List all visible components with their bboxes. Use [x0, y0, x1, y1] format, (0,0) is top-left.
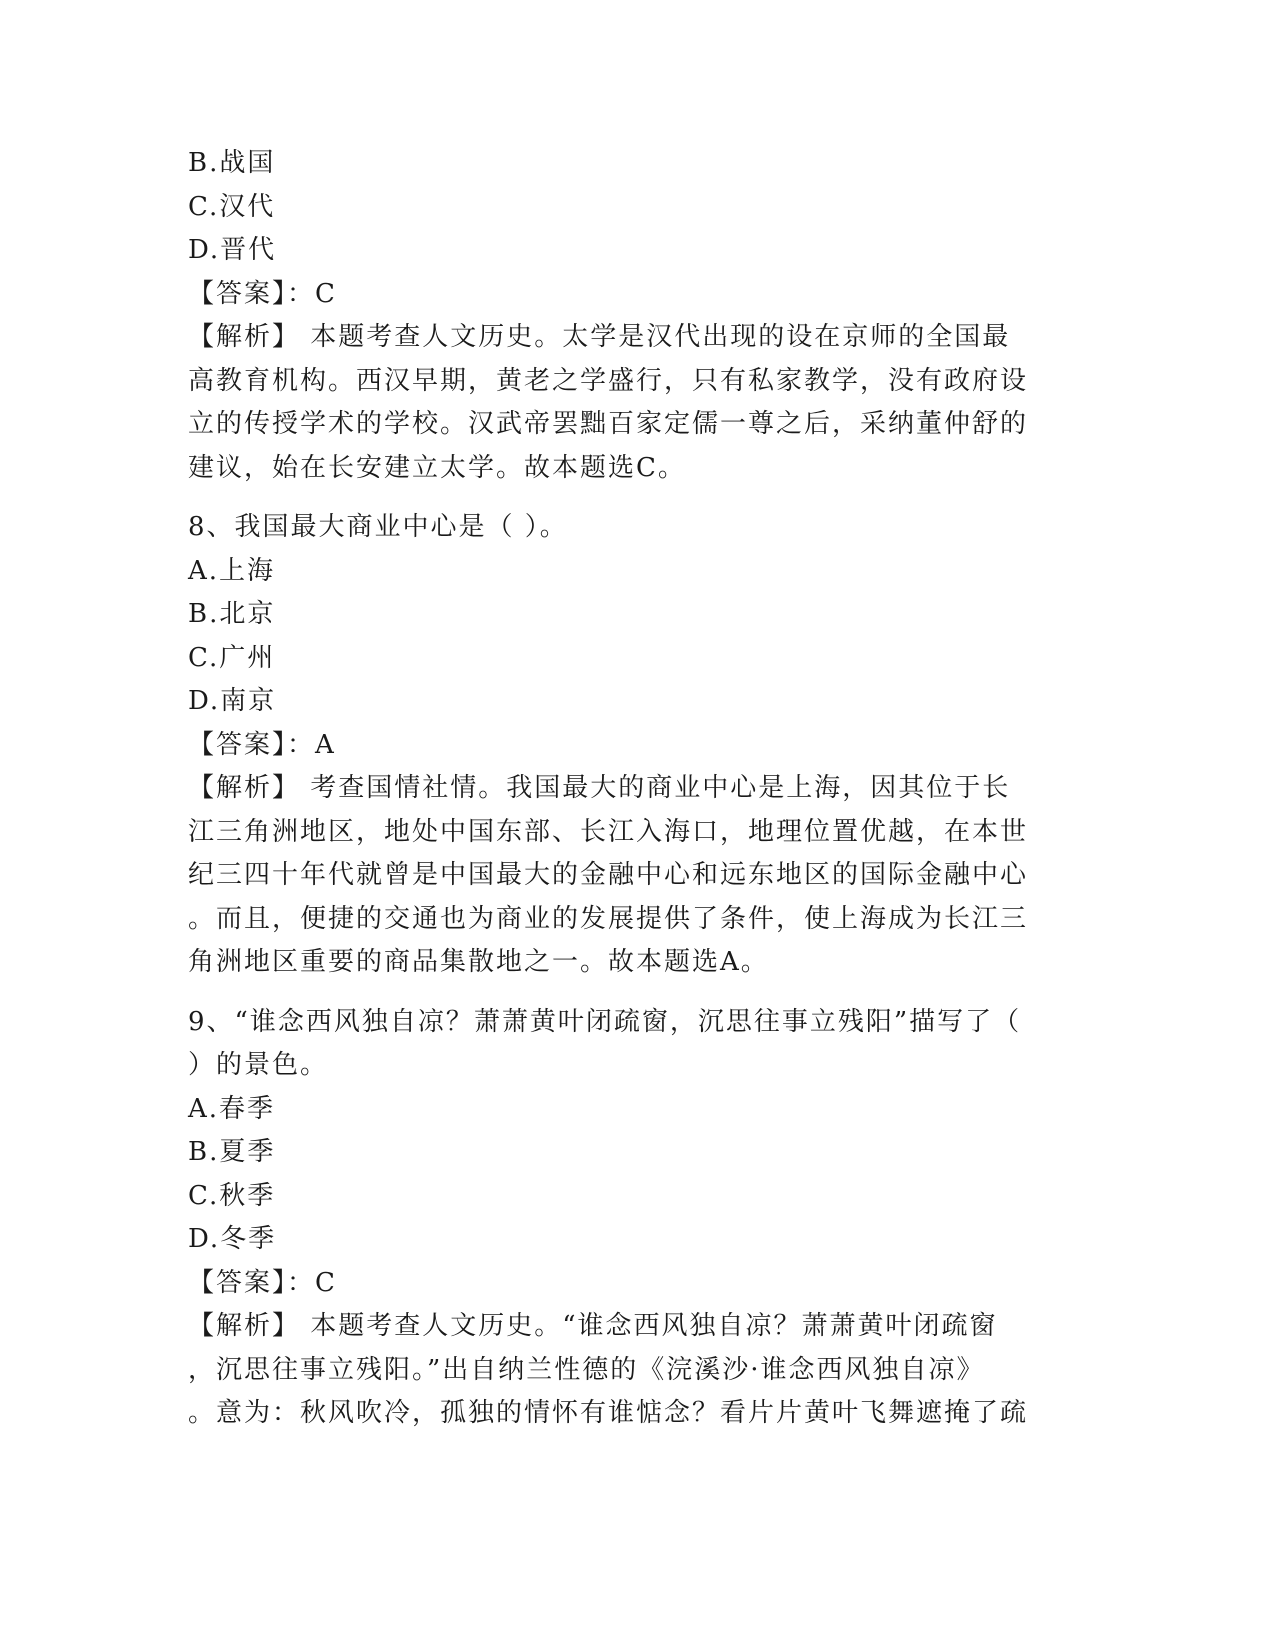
analysis-line: 【解析】 考查国情社情。我国最大的商业中心是上海，因其位于长 — [188, 773, 1011, 803]
option-b: B.北京 — [188, 599, 276, 629]
analysis-line: 【解析】 本题考查人文历史。“谁念西风独自凉？萧萧黄叶闭疏窗 — [188, 1311, 998, 1341]
answer-line: 【答案】：C — [188, 278, 337, 309]
analysis-line: 角洲地区重要的商品集散地之一。故本题选A。 — [188, 947, 769, 977]
analysis-line: 。而且，便捷的交通也为商业的发展提供了条件，使上海成为长江三 — [188, 903, 1029, 934]
question-8 — [188, 506, 1068, 985]
option-c: C.秋季 — [188, 1180, 276, 1211]
answer-line: 【答案】：A — [188, 729, 336, 760]
analysis-line: 高教育机构。西汉早期，黄老之学盛行，只有私家教学，没有政府设 — [188, 365, 1029, 396]
option-c: C.广州 — [188, 642, 276, 673]
analysis-line: 立的传授学术的学校。汉武帝罢黜百家定儒一尊之后，采纳董仲舒的 — [188, 409, 1029, 439]
analysis-line: ，沉思往事立残阳。”出自纳兰性德的《浣溪沙·谁念西风独自凉》 — [188, 1354, 985, 1385]
option-d: D.南京 — [188, 686, 277, 716]
analysis-line: 。意为：秋风吹冷，孤独的情怀有谁惦念？看片片黄叶飞舞遮掩了疏 — [188, 1398, 1029, 1428]
option-b: B.战国 — [188, 148, 276, 178]
option-c: C.汉代 — [188, 191, 276, 222]
question-text: 9、“谁念西风独自凉？萧萧黄叶闭疏窗，沉思往事立残阳”描写了（ — [188, 1006, 1022, 1037]
question-7-tail — [188, 142, 1068, 490]
option-a: A.上海 — [188, 555, 276, 586]
spacer — [188, 985, 1068, 1001]
option-b: B.夏季 — [188, 1137, 276, 1167]
option-d: D.冬季 — [188, 1224, 277, 1254]
question-text: 8、我国最大商业中心是（ ）。 — [188, 512, 568, 542]
spacer — [188, 490, 1068, 506]
analysis-line: 【解析】 本题考查人文历史。太学是汉代出现的设在京师的全国最 — [188, 322, 1011, 352]
option-a: A.春季 — [188, 1093, 276, 1124]
answer-line: 【答案】：C — [188, 1267, 337, 1298]
question-9 — [188, 1001, 1068, 1436]
analysis-line: 建议，始在长安建立太学。故本题选C。 — [188, 452, 686, 483]
option-d: D.晋代 — [188, 235, 277, 265]
question-text: ）的景色。 — [188, 1050, 329, 1080]
analysis-line: 江三角洲地区，地处中国东部、长江入海口，地理位置优越，在本世 — [188, 816, 1029, 847]
document-page — [188, 142, 1068, 1436]
analysis-line: 纪三四十年代就曾是中国最大的金融中心和远东地区的国际金融中心 — [188, 860, 1029, 890]
